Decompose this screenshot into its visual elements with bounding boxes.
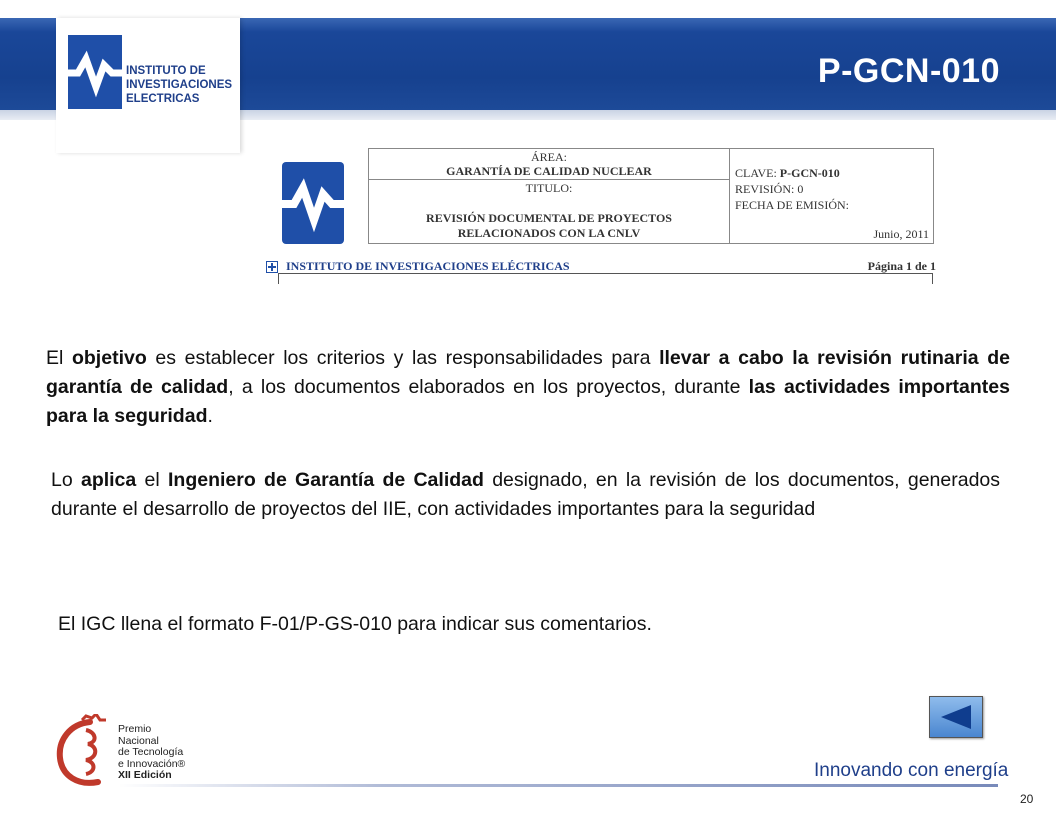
institute-name-line-2: INVESTIGACIONES — [126, 79, 233, 91]
area-value: GARANTÍA DE CALIDAD NUCLEAR — [446, 164, 652, 178]
award-emblem-icon — [52, 714, 118, 789]
aplica-keyword: aplica — [80, 469, 137, 491]
slogan: Innovando con energía — [814, 760, 1009, 781]
form-expand-icon — [266, 261, 278, 273]
institute-name-line-3: ELECTRICAS — [126, 93, 200, 105]
document-code: P-GCN-010 — [817, 52, 1000, 90]
revision-label: REVISIÓN: — [735, 182, 795, 196]
clave-row — [735, 166, 840, 181]
form-institute-name: INSTITUTO DE INVESTIGACIONES ELÉCTRICAS — [286, 259, 570, 273]
footer-line — [118, 784, 998, 787]
objective-keyword: objetivo — [71, 347, 147, 369]
fecha-label: FECHA DE EMISIÓN: — [735, 198, 850, 212]
titulo-value-line-2: RELACIONADOS CON LA CNLV — [457, 226, 641, 240]
titulo-label: TITULO: — [525, 181, 573, 195]
institute-name-line-1: INSTITUTO DE — [126, 65, 206, 77]
revision-value: 0 — [797, 182, 804, 196]
clave-label: CLAVE: — [735, 166, 777, 180]
objective-paragraph: El objetivo es establecer los criterios y las responsabilidades para llevar a cabo la revisión rutinaria de garantía de calidad, a los documentos elaborados en los proyectos, durante las actividades importantes para la seguridad. — [46, 347, 1010, 427]
fecha-value: Junio, 2011 — [873, 227, 929, 241]
triangle-left-icon — [939, 703, 973, 731]
form-header-table — [368, 148, 934, 244]
form-header-block — [264, 145, 944, 285]
institute-logo-panel — [56, 18, 240, 153]
form-underline — [278, 273, 933, 274]
objective-emphasis-2: las actividades importantes para la seguridad — [46, 376, 1010, 427]
objective-emphasis-1: llevar a cabo la revisión rutinaria de garantía de calidad — [46, 347, 1010, 398]
application-paragraph: Lo aplica el Ingeniero de Garantía de Calidad designado, en la revisión de los documentos, generados durante el desarrollo de proyectos del IIE, con actividades importantes para la seguridad — [51, 469, 1001, 520]
award-logo — [52, 714, 192, 789]
form-divider-vertical — [729, 149, 730, 243]
institute-name — [126, 64, 232, 106]
format-paragraph: El IGC llena el formato F-01/P-GS-010 para indicar sus comentarios. — [58, 613, 652, 635]
form-left-edge — [278, 273, 279, 284]
engineer-role: Ingeniero de Garantía de Calidad — [168, 469, 484, 491]
titulo-value-line-1: REVISIÓN DOCUMENTAL DE PROYECTOS — [426, 211, 672, 225]
back-button[interactable] — [929, 696, 983, 738]
area-label: ÁREA: — [531, 150, 567, 164]
form-logo-icon — [282, 162, 344, 244]
form-divider-horizontal — [369, 179, 729, 180]
page-number: 20 — [1020, 792, 1034, 806]
form-page-info: Página 1 de 1 — [867, 259, 936, 273]
award-text: Premio Nacional de Tecnología e Innovación® XII Edición — [118, 723, 186, 781]
form-right-edge — [932, 273, 933, 284]
revision-row — [735, 182, 803, 197]
iie-logo-icon — [68, 35, 122, 109]
clave-value: P-GCN-010 — [779, 166, 840, 180]
